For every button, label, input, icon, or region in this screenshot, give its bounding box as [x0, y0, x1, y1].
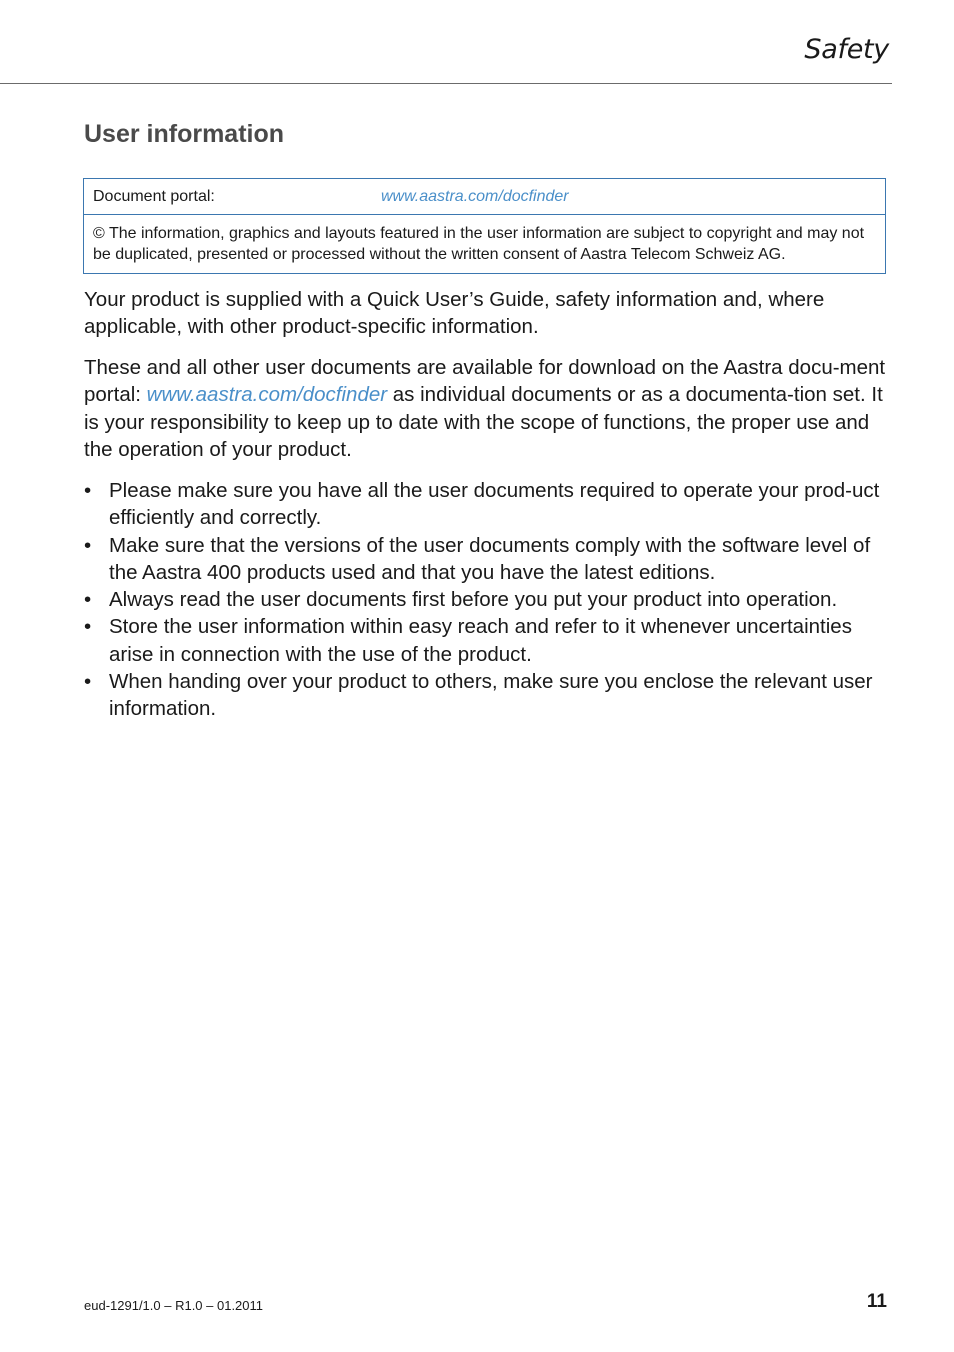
list-item-text: When handing over your product to others, make sure you enclose the relevant user information.: [109, 670, 873, 721]
bullet-icon: •: [84, 615, 92, 639]
list-item: [84, 532, 889, 587]
document-portal-label: Document portal:: [93, 187, 215, 205]
bullet-icon: •: [84, 479, 92, 502]
download-paragraph: [84, 354, 889, 463]
list-item-text: Make sure that the versions of the user documents comply with the software level of the Aastra 400 products used and that you have the latest editions.: [109, 533, 871, 584]
download-paragraph-end: as individual documents or as a documenta-tion set. It is your responsibility to keep up to date with the scope of functions, the proper use and the operation of your product.: [84, 383, 883, 461]
list-item: [84, 613, 889, 668]
user-info-table: [83, 178, 886, 274]
document-reference: eud-1291/1.0 – R1.0 – 01.2011: [84, 1298, 264, 1313]
docfinder-inline-link[interactable]: www.aastra.com/docfinder: [146, 383, 388, 407]
bullet-icon: •: [84, 670, 92, 694]
page-number: 11: [866, 1291, 887, 1312]
page-title: User information: [84, 120, 285, 148]
guidelines-list: [84, 477, 889, 723]
bullet-icon: •: [84, 533, 92, 557]
copyright-notice: © The information, graphics and layouts featured in the user information are subject to copyright and may not be duplicated, presented or processed without the written consent of Aastra Telecom Schweiz AG.: [93, 225, 865, 263]
header-divider: [0, 83, 892, 84]
document-portal-row: [84, 179, 885, 215]
list-item-text: Store the user information within easy reach and refer to it whenever uncertainties arise in connection with the use of the product.: [109, 615, 852, 666]
document-portal-link[interactable]: www.aastra.com/docfinder: [381, 187, 569, 205]
list-item: [84, 586, 889, 613]
list-item-text: Please make sure you have all the user documents required to operate your prod-uct efficiently and correctly.: [109, 479, 880, 530]
bullet-icon: •: [84, 588, 92, 612]
list-item: [84, 668, 889, 723]
section-title: Safety: [804, 34, 889, 65]
list-item-text: Always read the user documents first before you put your product into operation.: [109, 588, 838, 612]
intro-paragraph: Your product is supplied with a Quick User’s Guide, safety information and, where applicable, with other product-specific information.: [84, 288, 825, 339]
list-item: [84, 477, 889, 532]
download-paragraph-start: These and all other user documents are available for download on the Aastra docu-ment portal:: [84, 356, 886, 407]
